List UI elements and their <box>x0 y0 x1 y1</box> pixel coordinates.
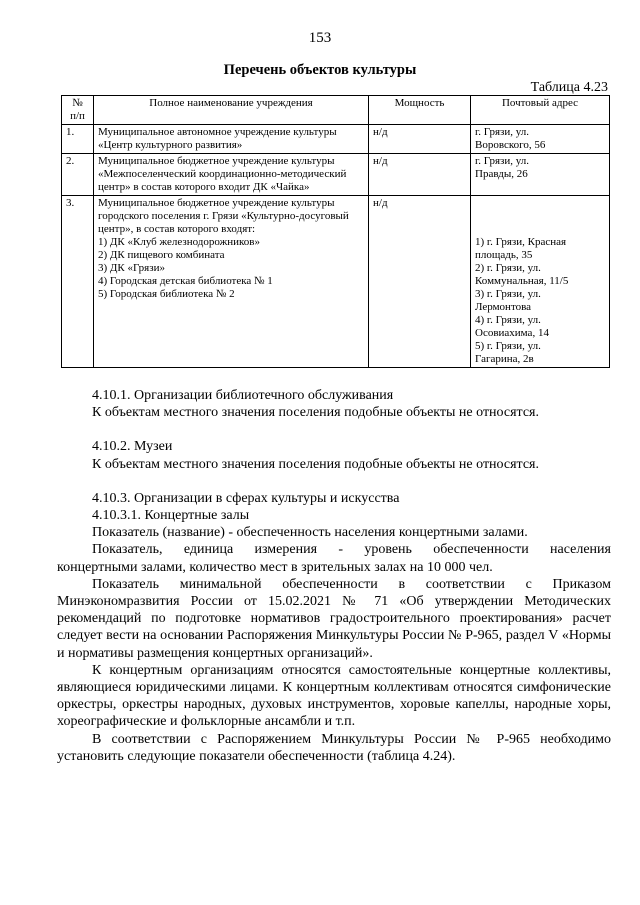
address-line: Осовиахима, 14 <box>475 327 549 339</box>
address-line: г. Грязи, ул. <box>475 126 529 138</box>
header-name: Полное наименование учреждения <box>94 96 369 125</box>
row-capacity: н/д <box>369 125 471 154</box>
row-num: 2. <box>62 154 94 196</box>
address-line: Лермонтова <box>475 301 532 313</box>
culture-objects-table <box>61 95 610 368</box>
table-header-row <box>62 96 610 125</box>
row-name <box>94 196 369 368</box>
address-line: г. Грязи, ул. <box>475 155 529 167</box>
address-line: 4) г. Грязи, ул. <box>475 314 541 326</box>
name-line: центр», в состав которого входят: <box>98 223 256 235</box>
body-text <box>57 387 611 765</box>
address-line: Коммунальная, 11/5 <box>475 275 569 287</box>
paragraph: Показатель минимальной обеспеченности в соответствии с Приказом Минэкономразвития России от 15.02.2021 № 71 «Об утверждении Методических рекомендаций по подготовке нормативов градостроительного проектирования» расчет следует вести на основании Распоряжения Минкультуры России № Р-965, раздел V «Нормы и нормативы размещения концертных организаций». <box>57 576 611 661</box>
row-name <box>94 125 369 154</box>
page-title: Перечень объектов культуры <box>223 62 417 78</box>
address-line: 2) г. Грязи, ул. <box>475 262 541 274</box>
row-address <box>471 196 610 368</box>
section-heading-4-10-3-1: 4.10.3.1. Концертные залы <box>92 508 250 524</box>
name-line: 5) Городская библиотека № 2 <box>98 288 235 300</box>
name-line: 1) ДК «Клуб железнодорожников» <box>98 236 260 248</box>
name-line: Муниципальное бюджетное учреждение культуры <box>98 155 335 167</box>
address-line: площадь, 35 <box>475 249 533 261</box>
row-capacity: н/д <box>369 196 471 368</box>
address-line: Правды, 26 <box>475 168 528 180</box>
name-line: Муниципальное автономное учреждение культуры <box>98 126 337 138</box>
name-line: центр» в состав которого входит ДК «Чайка» <box>98 181 310 193</box>
table-row <box>62 125 610 154</box>
row-address <box>471 154 610 196</box>
address-line: 1) г. Грязи, Красная <box>475 236 567 248</box>
section-heading-4-10-1: 4.10.1. Организации библиотечного обслуживания <box>92 388 394 403</box>
address-line: Воровского, 56 <box>475 139 546 151</box>
paragraph: Показатель, единица измерения - уровень обеспеченности населения <box>92 542 611 558</box>
section-heading-4-10-3: 4.10.3. Организации в сферах культуры и искусства <box>92 490 400 506</box>
paragraph: В соответствии с Распоряжением Минкультуры России № Р-965 необходимо установить следующие показатели обеспеченности (таблица 4.24). <box>57 731 611 764</box>
header-capacity: Мощность <box>369 96 471 125</box>
section-text: К объектам местного значения поселения подобные объекты не относятся. <box>92 456 539 472</box>
name-line: «Центр культурного развития» <box>98 139 243 151</box>
row-capacity: н/д <box>369 154 471 196</box>
paragraph: концертными залами, количество мест в зрительных залах на 10 000 чел. <box>57 559 493 575</box>
name-line: Муниципальное бюджетное учреждение культуры <box>98 197 335 209</box>
row-num: 1. <box>62 125 94 154</box>
name-line: 4) Городская детская библиотека № 1 <box>98 275 273 287</box>
section-heading-4-10-2: 4.10.2. Музеи <box>92 439 173 455</box>
table-row <box>62 154 610 196</box>
address-line: Гагарина, 2в <box>475 353 534 365</box>
section-text: К объектам местного значения поселения подобные объекты не относятся. <box>92 405 539 421</box>
name-line: 3) ДК «Грязи» <box>98 262 165 274</box>
name-line: «Межпоселенческий координационно-методический <box>98 168 347 180</box>
header-address: Почтовый адрес <box>471 96 610 125</box>
table-row <box>62 196 610 368</box>
address-line: 5) г. Грязи, ул. <box>475 340 541 352</box>
address-line: 3) г. Грязи, ул. <box>475 288 541 300</box>
paragraph: Показатель (название) - обеспеченность населения концертными залами. <box>92 525 528 541</box>
name-line: 2) ДК пищевого комбината <box>98 249 225 261</box>
paragraph: К концертным организациям относятся самостоятельные концертные коллективы, являющиеся юридическими лицами. К концертным коллективам относятся симфонические оркестры, оркестры народных, духовых инструментов, хоровые капеллы, народные хоры, хореографические и фольклорные ансамбли и т.п. <box>57 662 611 730</box>
row-address <box>471 125 610 154</box>
row-name <box>94 154 369 196</box>
row-num: 3. <box>62 196 94 368</box>
name-line: городского поселения г. Грязи «Культурно-досуговый <box>98 210 349 222</box>
header-num: № п/п <box>62 96 94 125</box>
table-caption: Таблица 4.23 <box>530 80 608 95</box>
page-number: 153 <box>308 30 332 46</box>
